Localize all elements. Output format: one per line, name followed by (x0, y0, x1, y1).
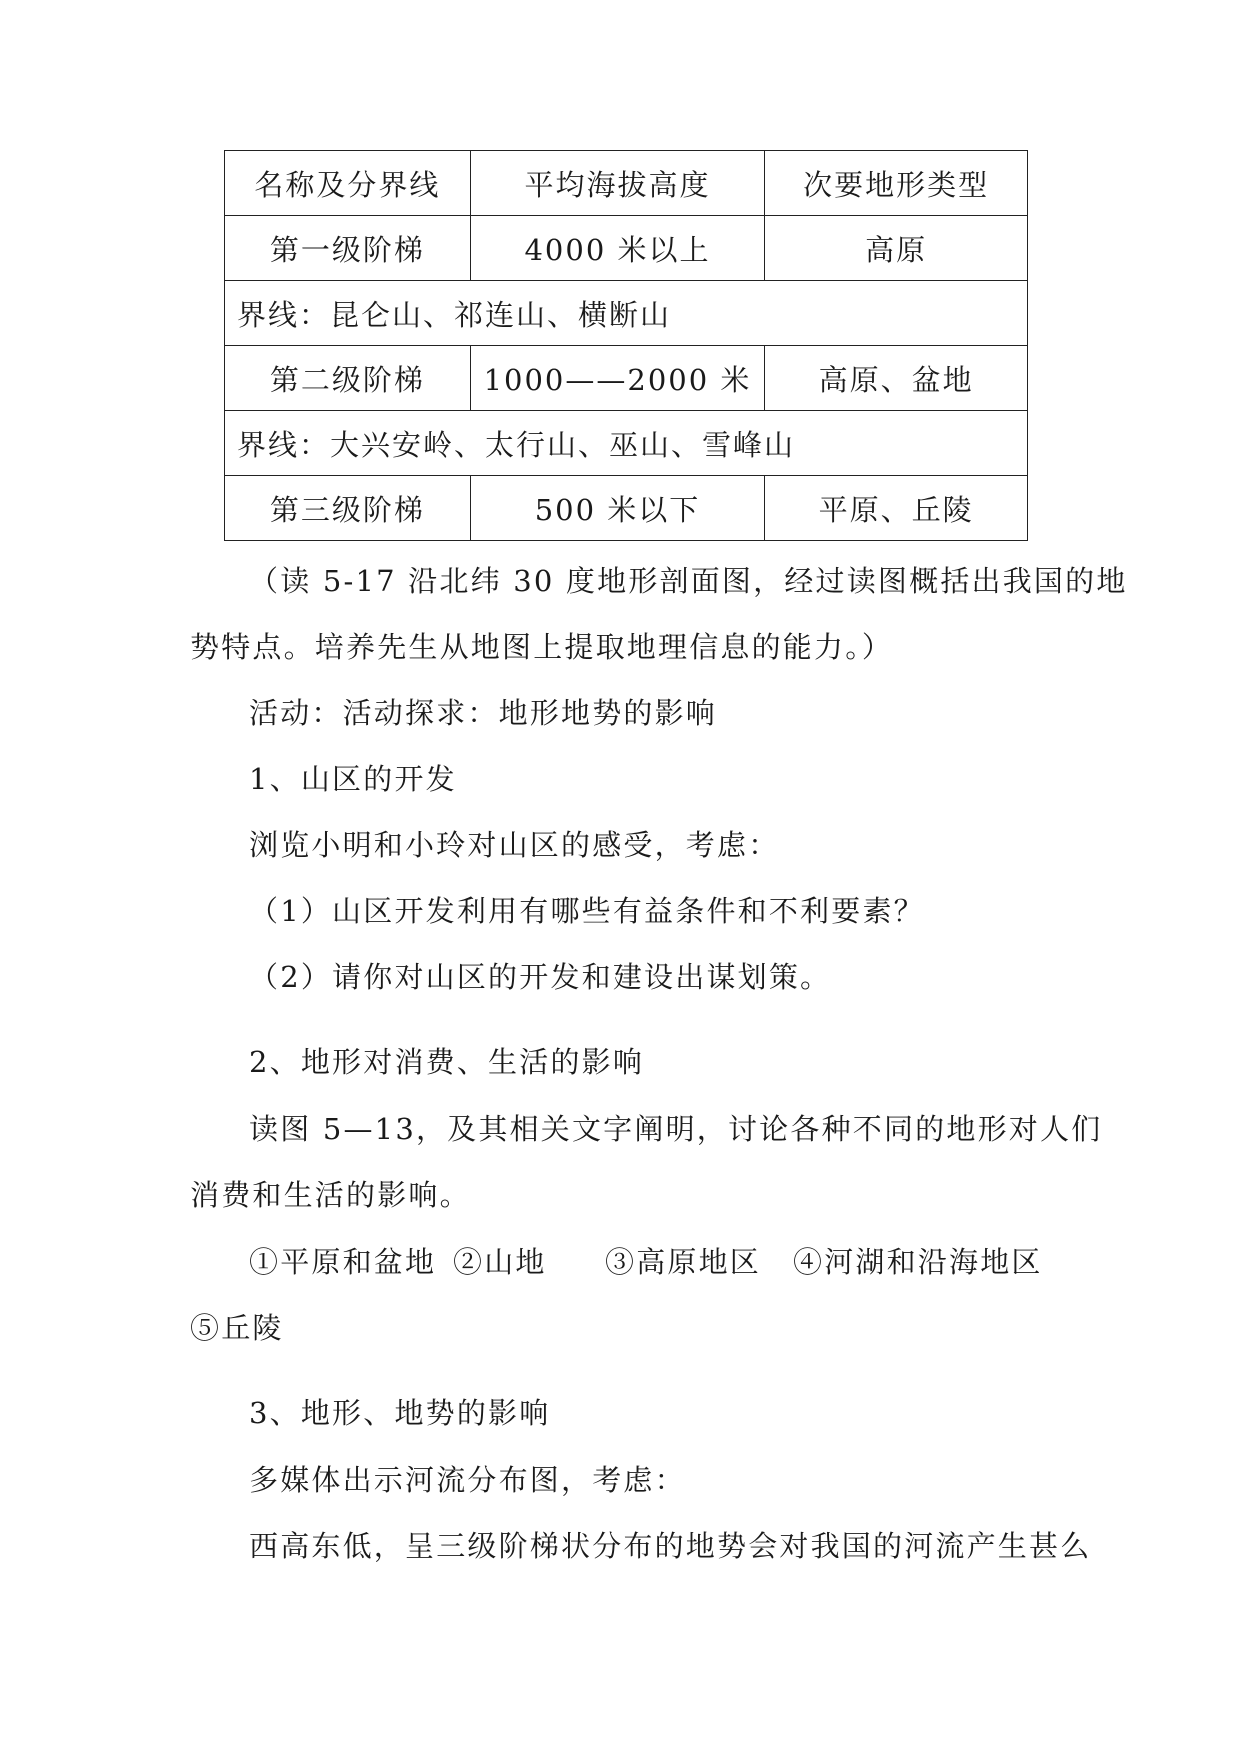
step3-terrain: 平原、丘陵 (765, 476, 1028, 541)
header-altitude: 平均海拔高度 (470, 151, 765, 216)
list-item: ①平原和盆地 (249, 1245, 437, 1279)
header-name: 名称及分界线 (225, 151, 471, 216)
table-row-step1 (225, 216, 1028, 281)
section-title: 2、地形对消费、生活的影响 (249, 1045, 645, 1079)
table-header-row (225, 151, 1028, 216)
question-item: （2）请你对山区的开发和建设出谋划策。 (249, 960, 832, 994)
table-row-boundary1 (225, 281, 1028, 346)
paragraph-line: 势特点。培养先生从地图上提取地理信息的能力。） (190, 630, 894, 664)
step1-altitude: 4000 米以上 (470, 216, 765, 281)
step2-altitude: 1000——2000 米 (470, 346, 765, 411)
table-row-boundary2 (225, 411, 1028, 476)
section-title: 3、地形、地势的影响 (249, 1396, 551, 1430)
step1-name: 第一级阶梯 (225, 216, 471, 281)
boundary1: 界线：昆仑山、祁连山、横断山 (225, 281, 1028, 346)
table-row-step3 (225, 476, 1028, 541)
question-item: （1）山区开发利用有哪些有益条件和不利要素？ (249, 894, 925, 928)
paragraph-line: 读图 5—13，及其相关文字阐明，讨论各种不同的地形对人们 (249, 1112, 1103, 1146)
header-terrain: 次要地形类型 (765, 151, 1028, 216)
step1-terrain: 高原 (765, 216, 1028, 281)
paragraph-line: （读 5-17 沿北纬 30 度地形剖面图，经过读图概括出我国的地 (249, 564, 1128, 598)
table-row-step2 (225, 346, 1028, 411)
paragraph-line: 多媒体出示河流分布图，考虑： (249, 1463, 686, 1497)
terrain-steps-table (224, 150, 1028, 541)
list-item: ③高原地区 (605, 1245, 762, 1279)
step3-name: 第三级阶梯 (225, 476, 471, 541)
list-item: ⑤丘陵 (190, 1311, 284, 1345)
section-title: 1、山区的开发 (249, 762, 457, 796)
paragraph-line: 浏览小明和小玲对山区的感受，考虑： (249, 828, 780, 862)
list-item: ④河湖和沿海地区 (793, 1245, 1043, 1279)
step2-name: 第二级阶梯 (225, 346, 471, 411)
boundary2: 界线：大兴安岭、太行山、巫山、雪峰山 (225, 411, 1028, 476)
step3-altitude: 500 米以下 (470, 476, 765, 541)
paragraph-line: 消费和生活的影响。 (190, 1178, 471, 1212)
step2-terrain: 高原、盆地 (765, 346, 1028, 411)
terrain-list (249, 1245, 1043, 1279)
paragraph-line: 西高东低，呈三级阶梯状分布的地势会对我国的河流产生甚么 (249, 1529, 1092, 1563)
list-item: ②山地 (453, 1245, 547, 1279)
activity-heading: 活动：活动探求：地形地势的影响 (249, 696, 718, 730)
